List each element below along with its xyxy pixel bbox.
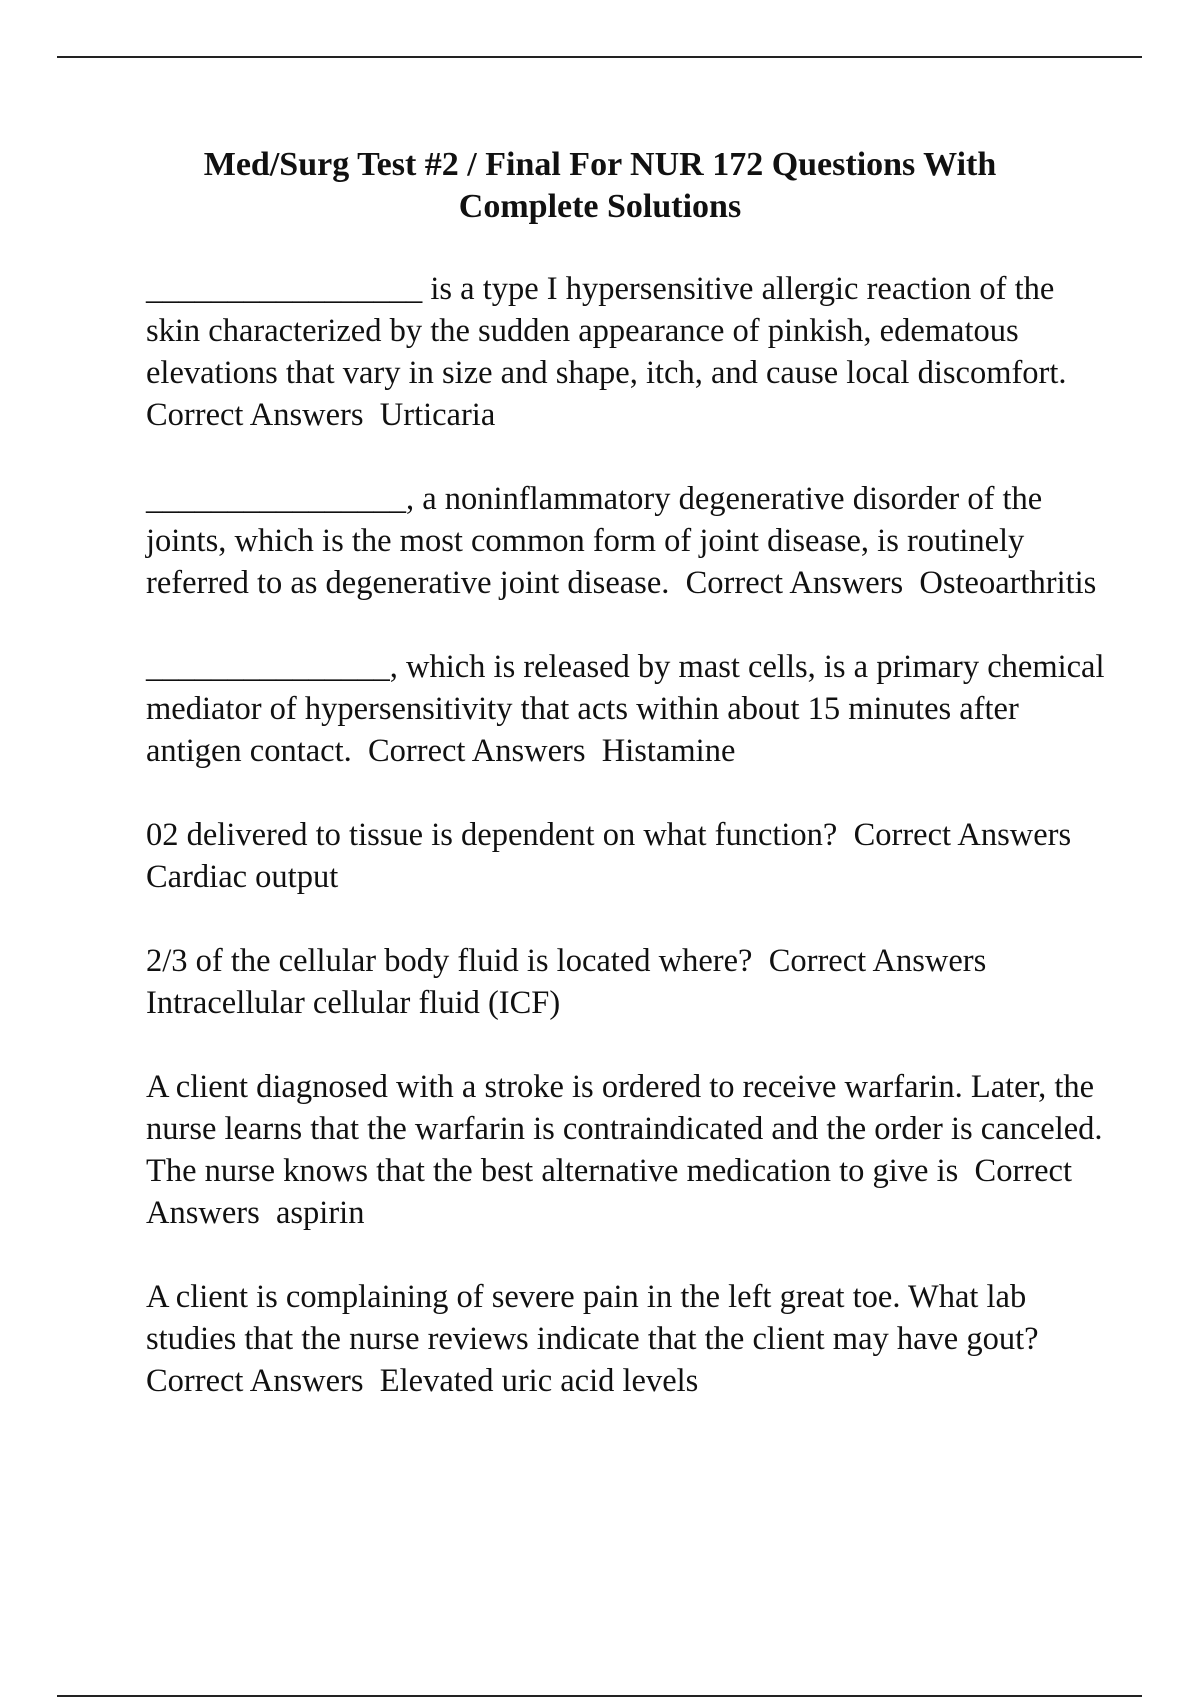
answer-text: Intracellular cellular fluid (ICF) <box>146 985 561 1021</box>
qa-item <box>146 1066 1111 1234</box>
qa-item <box>146 268 1106 436</box>
question-text: ________________, a noninflammatory degenerative disorder of the joints, which is the most common form of joint disease, is routinely referred to as degenerative joint disease. <box>146 481 1051 601</box>
answer-label: Correct Answers <box>146 1363 364 1399</box>
qa-item <box>146 1276 1106 1402</box>
title-line-1: Med/Surg Test #2 / Final For NUR 172 Questions With <box>203 146 997 183</box>
qa-item <box>146 646 1113 772</box>
answer-text: aspirin <box>275 1195 365 1231</box>
answer-label: Correct Answers <box>368 733 586 769</box>
answer-text: Histamine <box>601 733 736 769</box>
answer-label: Correct Answers <box>146 1153 1079 1231</box>
document-title <box>100 144 1100 228</box>
qa-item <box>146 940 1106 1024</box>
footer-rule <box>57 1695 1142 1697</box>
question-text: _______________, which is released by mast cells, is a primary chemical mediator of hypersensitivity that acts within about 15 minutes after antigen contact. <box>146 649 1113 769</box>
qa-item <box>146 814 1106 898</box>
answer-text: Elevated uric acid levels <box>379 1363 699 1399</box>
header-rule <box>57 56 1142 58</box>
title-line-2: Complete Solutions <box>458 188 742 225</box>
answer-text: Osteoarthritis <box>919 565 1097 601</box>
question-text: A client is complaining of severe pain in the left great toe. What lab studies that the nurse reviews indicate that the client may have gout? <box>146 1279 1039 1357</box>
question-text: 2/3 of the cellular body fluid is located where? <box>146 943 753 979</box>
answer-label: Correct Answers <box>146 397 364 433</box>
qa-item <box>146 478 1106 604</box>
answer-label: Correct Answers <box>853 817 1072 853</box>
answer-text: Cardiac output <box>146 859 339 895</box>
answer-label: Correct Answers <box>768 943 987 979</box>
qa-list <box>146 268 1113 1402</box>
answer-label: Correct Answers <box>685 565 904 601</box>
answer-text: Urticaria <box>379 397 496 433</box>
question-text: 02 delivered to tissue is dependent on what function? <box>146 817 838 853</box>
question-text: _________________ is a type I hypersensitive allergic reaction of the skin characterized by the sudden appearance of pinkish, edematous elevations that vary in size and shape, itch, and cause local discomfort. <box>146 271 1067 391</box>
question-text: A client diagnosed with a stroke is ordered to receive warfarin. Later, the nurse learns that the warfarin is contraindicated and the order is canceled. The nurse knows that the best alternative medication to give is <box>146 1069 1111 1189</box>
